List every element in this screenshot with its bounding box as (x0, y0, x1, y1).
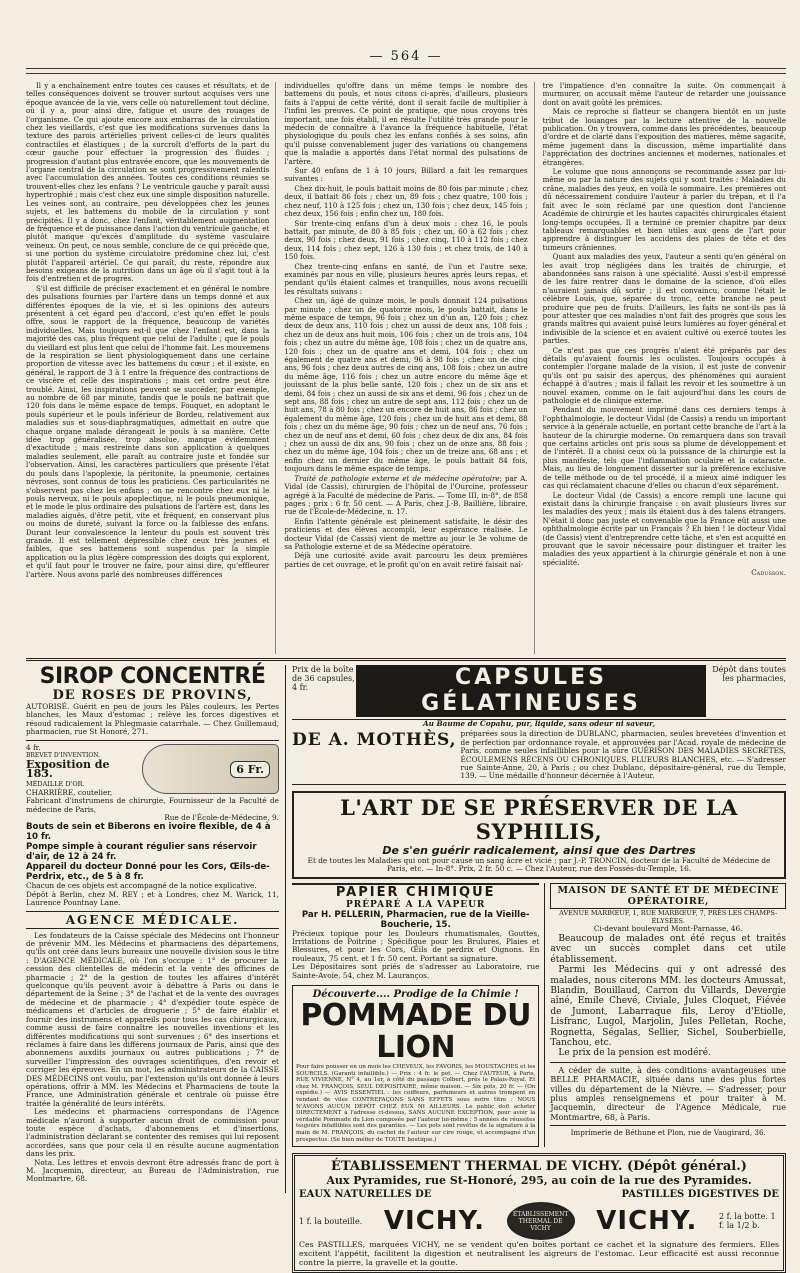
ad-capsules-title: CAPSULES GÉLATINEUSES (356, 665, 706, 717)
papier-sub: PRÉPARÉ A LA VAPEUR (345, 899, 486, 910)
ad-sirop-subtitle: DE ROSES DE PROVINS, (52, 688, 253, 703)
maison-p3: Le prix de la pension est modéré. (558, 1048, 711, 1059)
papier-title: PAPIER CHIMIQUE (292, 883, 539, 900)
paragraph: Quant aux maladies des yeux, l'auteur a senti qu'en général on les avait trop négligées dans les traités de chirurgie, et abandonnées sans raison à une spécialité. Aussi s'est-il empressé de les faire rentrer dans le domaine de la science, d'où elles n'auraient jamais dû sortir ; il est convaincu, comme l'était le célèbre Louis, que, séparée du tronc, cette branche ne peut produire que peu de fruits. D'ailleurs, les faits ne sont-ils pas là pour attester que ces maladies n'ont fait des progrès que sous les grands maîtres qui avaient puisé leurs lumières au foyer général et indivisible de la science et en avaient cultivé ou exercé toutes les parties. (542, 252, 786, 346)
syphilis-title: L'ART DE SE PRÉSERVER DE LA SYPHILIS, (340, 794, 738, 844)
bottle-price-label: 6 Fr. (230, 761, 270, 778)
paragraph: Ce n'est pas que ces progrès n'aient été préparés par des détails qu'avaient fournis les oculistes. Toujours occupés à contempler l'organe malade de la vision, il est juste de convenir qu'ils ont pu saisir des aperçus, des phénomènes qui auraient échappé à d'autres ; mais il fallait les revoir et les soumettre à un nouvel examen, comme on le fait aujourd'hui dans les cours de pathologie et de clinique externe. (542, 345, 786, 406)
ad-vichy (292, 1153, 786, 1273)
vichy-price-right: 2 f. la botte. 1 f. la 1/2 b. (718, 1212, 776, 1231)
vichy-price-left: 1 f. la bouteille. (299, 1216, 363, 1226)
vichy-title: ÉTABLISSEMENT THERMAL DE VICHY. (Dépôt général.) (331, 1159, 747, 1175)
vichy-pastilles-text: Ces PASTILLES, marquées VICHY, ne se vendent qu'en boîtes portant ce cachet et la signature des fermiers. Elles excitent l'appétit, facilitent la digestion et neutralisent les aigreurs de l'estomac. Leur efficacité est aussi reconnue contre la pierre, la gravelle et la goutte. (299, 1240, 779, 1268)
paragraph: Chez dix-huit, le pouls battait moins de 80 fois par minute ; chez deux, il battait 86 fois ; chez un, 89 fois ; chez quatre, 100 fois ; chez neuf, 110 à 125 fois ; chez un, 130 fois ; chez deux, 145 fois ; chez deux, 156 fois ; enfin chez un, 180 fois. (284, 183, 528, 219)
article-column-1 (26, 82, 276, 654)
ad-agence-title: AGENCE MÉDICALE. (26, 911, 279, 929)
ad-pommade (292, 985, 539, 1147)
ad-price: 4 fr. (26, 742, 41, 752)
pharmacie-sale: A céder de suite, à des conditions avantageuses une BELLE PHARMACIE, située dans une des plus fortes villes du département de la Nièvre. — S'adresser, pour plus amples renseignemens et pour traiter à M. Jacquemin, directeur de l'Agence Médicale, rue Montmartre, 68, à Paris. (550, 1065, 786, 1122)
ad-agence-text-2: Les médecins et pharmaciens correspondans de l'Agence médicale n'auront à supporter aucun droit de commission pour toute espèce d'achats, d'abonnemens et d'insertions, l'administration déclarant se contenter des remises qui lui reposent accordées, sans que pour cela il en résulte aucune augmentation dans les prix. (26, 1107, 279, 1159)
papier-text: Précieux topique pour les Douleurs rhumatismales, Gouttes, Irritations de Poitrine ; Spécifique pour les Brulures, Plaies et Blessures, et pour les Cors, Œils de perdrix et Oignons. En rouleaux, 75 cent. et 1 fr. 50 cent. Portant sa signature. (292, 928, 540, 963)
article-column-2 (284, 82, 534, 654)
ad-mothes (292, 730, 786, 784)
paragraph: Le docteur Vidal (de Cassis) a encore rempli une lacune qui existait dans la chirurgie française : on avait plusieurs livres sur les maladies des yeux ; mais ils étaient dus à des talens étrangers. N'était il donc pas juste et convenable que la France eût aussi une ophthalmologie écrite par un Français ? Eh bien ! le docteur Vidal (de Cassis) vient d'entreprendre cette tâche, et s'en est acquitté en prouvant que le savoir nécessaire pour distinguer et traiter les maladies des yeux appartient à la chirurgie générale et non à une spécialité. (542, 490, 786, 567)
ads-right-column (286, 665, 786, 1268)
ad-product-line: Appareil du docteur Donné pour les Cors, Œils-de-Perdrix, etc., de 5 à 8 fr. (26, 862, 270, 883)
paragraph: Chez un, âgé de quinze mois, le pouls donnait 124 pulsations par minute ; chez un de quatorze mois, le pouls battait, dans le même espace de temps, 96 fois ; chez un d'un an, 120 fois ; chez deux de deux ans, 110 fois ; chez un aussi de deux ans, 108 fois ; chez un de deux ans huit mois, 106 fois ; chez un de trois ans, 104 fois ; chez un autre du même âge, 108 fois ; chez un de quatre ans, 120 fois ; chez un de quatre ans et demi, 104 fois ; chez un également de quatre ans et demi, 96 à 98 fois ; chez un de cinq ans, 96 fois ; chez deux autres de cinq ans, 108 fois ; chez un autre du même âge, 116 fois ; chez un autre encore du même âge et jouissant de la plus belle santé, 120 fois ; chez un de six ans et demi, 84 fois ; chez un aussi de six ans et demi, 96 fois ; chez un de sept ans, 88 fois ; chez un autre de sept ans, 112 fois ; chez un de huit ans, 78 à 80 fois ; chez un encore de huit ans, 86 fois ; chez un également du même âge, 120 fois ; chez un de huit ans et demi, 88 fois ; chez un du même âge, 90 fois ; chez un de neuf ans, 76 fois ; chez un de neuf ans et demi, 60 fois ; chez deux de dix ans, 84 fois ; chez un aussi de dix ans, 90 fois ; chez un de onze ans, 88 fois ; chez un du même âge, 104 fois ; chez un de treize ans, 68 ans ; et enfin chez un dernier du même âge, le pouls battait 84 fois, toujours dans le même espace de temps. (284, 296, 528, 474)
ad-syphilis (292, 791, 786, 879)
ad-expo-title: Exposition de 183. (26, 757, 110, 781)
ad-charriere (26, 744, 279, 908)
vichy-seal: ÉTABLISSEMENT THERMAL DE VICHY (507, 1202, 575, 1240)
ad-sirop (26, 665, 279, 737)
book-review-heading (284, 475, 527, 517)
capsules-sub: Au Baume de Copahu, pur, liquide, sans odeur ni saveur, (422, 719, 656, 728)
baby-bottle-illustration (142, 744, 279, 794)
papier-depot: Les Dépositaires sont priés de s'adresser au Laboratoire, rue Sainte-Avoie, 54, chez M. Lauranços. (292, 962, 540, 980)
paragraph: Déjà une curiosité avide avait parcouru les deux premières parties de cet ouvrage, et le profit qu'on en avait retiré faisait naî- (284, 551, 528, 569)
paragraph: tre l'impatience d'en connaître la suite. On commençait à murmurer, on accusait même l'auteur de retarder une jouissance dont on avait goûté les prémices. (542, 81, 786, 107)
header-rule (26, 68, 786, 74)
ads-mid-row (292, 883, 786, 1148)
ad-sirop-title: SIROP CONCENTRÉ (39, 664, 266, 689)
ads-left-column (26, 665, 286, 1193)
book-title: Traité de pathologie externe et de médecine opératoire (294, 473, 500, 483)
pommade-tagline: Découverte.... Prodige de la Chimie ! (312, 989, 519, 1001)
paragraph: Il y a enchaînement entre toutes ces causes et résultats, et de telles conséquences doivent se trouver surtout acquises vers une époque avancée de la vie, vers celle où naturellement tout décline, où il y a, pour ainsi dire, fatigue et usure des rouages de l'organisme. Ce qui ajoute encore aux embarras de la circulation chez les vieillards, c'est que les modifications survenues dans la texture des parois artérielles privent celles-ci de leurs qualités contractiles et élastiques ; de la surcroît d'efforts de la part du cœur gauche pour effectuer la progression des fluides ; progression d'autant plus entravée encore, que les mouvements de l'organe central de la circulation se sont progressivement ralentis avec l'accumulation des années. Toutes ces conditions réunies se trouvent-elles chez les enfans ? Le ventricule gauche y paraît aussi hypertrophié ; mais c'est chez eux une simple disposition naturelle. Les veines sont, au contraire, peu développées chez les jeunes sujets, et les battemens du mobile de la circulation y sont précipités. Il y a donc, chez l'enfant, véritablement augmentation de fréquence et de puissance dans l'action du ventricule gauche, et plutôt manque qu'excès d'amplitude du système vasculaire veineux. On peut, ce nous semble, conclure de ce qui précède que, si une portion du système circulatoire prédomine chez lui, c'est plutôt l'appareil artériel. Ce qui paraît, du reste, répondre aux besoins exigeans de la nutrition dans un âge où il s'agit tout à la fois d'entretien et de progrès. (26, 81, 270, 284)
book-details: ; par A. Vidal (de Cassis), chirurgien de l'hôpital de l'Ourcine, professeur agrégé à la Faculté de médecine de Paris. — Tome III, in-8°, de 858 pages ; prix : 6 fr. 50 cent. — A Paris, chez J.-B. Baillière, libraire, rue de l'École-de-Médecine, n. 17. (284, 473, 528, 517)
paragraph: Sur 40 enfans de 1 à 10 jours, Billard a fait les remarques suivantes : (284, 166, 528, 184)
ad-agence-text: Les fondateurs de la Caisse spéciale des Médecins ont l'honneur de prévenir MM. les Médecins et pharmaciens des départemens, qu'ils ont créé dans leurs bureaux une nouvelle division sous le titre : D'AGENCE MÉDICALE, où l'on s'occupe : 1° de procurer la cession des clientelles de médecin et la vente des officines de pharmacie ; 2° de la gestion de toutes les affaires d'intérêt quelconque qu'ils peuvent avoir à débattre à Paris ou dans le département de la Seine ; 3° de l'achat et de la vente des ouvrages de médecine et de pharmacie ; 4° d'expédier toute espèce de médicamens et d'articles de droguerie ; 5° de faire établir et fournir des instrumens et appareils pour tous les cas chirurgicaux, comme aussi de faire connaître les nouvelles inventions et les différentes modifications qui sont survenues ; 6° des insertions et réclames à faire dans les différens journaux de Paris, ainsi que des abonnemens auxdits journaux ou autres publications ; 7° de surveiller l'impression des ouvrages scientifiques, d'en revoir et corriger les épreuves. En un mot, les administrateurs de la CAISSE DES MÉDECINS ont voulu, par l'extension qu'ils ont donnée à leurs opérations, offrir à MM. les Médecins et Pharmaciens de toute la France, une Administration générale et centrale où puisse être traitée la généralité de leurs intérêts. (26, 930, 279, 1108)
divider (26, 740, 279, 741)
paragraph: S'il est difficile de préciser exactement et en général le nombre des pulsations fournies par l'artère dans un temps donné et aux différentes époques de la vie, et si les opinions des auteurs présentent à cet égard peu d'accord, c'est qu'en effet le pouls offre, sous le rapport de la fréquence, beaucoup de variétés individuelles. Mais toujours est-il que chez l'enfant est, dans la majorité des cas, plus fréquent que celui de l'adulte ; que le pouls du vieillard est plus lent que celui de l'homme fait. Les mouvemens de la respiration se lient physiologiquement dans une certaine proportion de vitesse avec les battemens du cœur ; et il existe, en général, le rapport de 3 à 1 entre la fréquence des contractions de ce viscère et celle des inspirations ; mais cet ordre peut être troublé. Ainsi, les inspirations peuvent se succéder, par exemple, au nombre de 68 par minute, tandis que le pouls ne battrait que 120 fois dans le même espace de temps. Fouquet, en adoptant le pouls supérieur et le pouls inférieur de Bordeu, relativement aux maladies sus et sous-diaphragmatiques, admettait en outre que chaque organe malade dérangeait le pouls à sa manière. Cette idée trop généralisée, trop absolue, manque évidemment d'exactitude ; mais restreinte dans son application à quelques maladies seulement, elle paraît au contraire juste et fondée sur l'observation. Ainsi, les caractères particuliers que présente l'état du pouls dans l'apoplexie, la péritonite, la pneumonie, certaines névroses, sont connus de tous les praticiens. Ces particularités ne s'observent pas chez les enfans ; on ne rencontre chez eux ni le pouls nerveux, ni le pouls apoplectique, ni le pouls pneumonique, et le mode le plus ordinaire des pulsations de l'artère est, dans les maladies aiguës, d'être petit, vite et fréquent, en conservant plus ou moins de dureté, suivant la force ou la faiblesse des enfans. Durant leur convalescence la lenteur du pouls est souvent très grande. Il est tellement dépressible chez ceux très jeunes et faibles, que ses battemens sont suspendus par la simple application ou la plus légère compression des doigts qui explorent, et qu'il faut pour le trouver ne faire, pour ainsi dire, qu'effleurer l'artère. Nous avons parlé des nombreuses différences (26, 283, 270, 579)
paragraph: Mais ce reproche si flatteur se changera bientôt en un juste tribut de louanges par la lecture attentive de la nouvelle publication. On y trouvera, comme dans les précédentes, beaucoup d'ordre et de clarté dans l'exposition des matières, même sagacité, même jugement dans la discussion, même impartialité dans l'appréciation des doctrines anciennes et modernes, nationales et étrangères. (542, 107, 786, 167)
vichy-word-right: VICHY. (596, 1206, 698, 1237)
maison-address: AVENUE MARBŒUF, 1, RUE MARBŒUF, 7, PRÈS LES CHAMPS-ÉLYSÉES. (559, 908, 778, 926)
capsules-depot: Dépôt dans toutes les pharmacies, (712, 665, 786, 683)
vichy-right-label: PASTILLES DIGESTIVES DE (621, 1189, 779, 1201)
ad-agence-note: Nota. Les lettres et envois devront être adressés franc de port à M. Jacquemin, directeur, au Bureau de l'Administration, rue Montmartre, 68. (26, 1157, 279, 1184)
pommade-title: POMMADE DU LION (300, 998, 531, 1066)
papier-by: Par H. PELLERIN, Pharmacien, rue de la Vieille-Boucherie, 15. (301, 909, 530, 930)
ad-product-line: Pompe simple à courant régulier sans réservoir d'air, de 12 à 24 fr. (26, 842, 257, 863)
vichy-address: Aux Pyramides, rue St-Honoré, 295, au coin de la rue des Pyramides. (326, 1174, 752, 1188)
ad-capsules-header (292, 665, 786, 720)
maison-p1: Beaucoup de malades ont été reçus et traités avec un succès complet dans cet utile établissement. (550, 933, 786, 965)
page-number: — 564 — (369, 49, 443, 64)
capsules-price: Prix de la boîte de 36 capsules, 4 fr. (292, 665, 355, 692)
ad-product-line: Bouts de sein et Biberons en ivoire flexible, de 4 à 10 fr. (26, 822, 271, 843)
maison-previous: Ci-devant boulevard Mont-Parnasse, 46. (593, 924, 743, 934)
syphilis-text: Et de toutes les Maladies qui ont pour cause un sang âcre et vicié ; par J.-P. TRONCIN, docteur de la Faculté de Médecine de Paris, etc. — In-8°. Prix, 2 fr. 50 c. — Chez l'Auteur, rue des Fossés-du-Temple, 16. (307, 855, 771, 874)
maison-p2: Parmi les Médecins qui y ont adressé des malades, nous citerons MM. les docteurs Amussat, Blandin, Bouillaud, Carron du Villards, Devergie aîné, Emile Chevé, Civiale, Jules Cloquet, Fiévée de Jumont, Labarraque fils, Leroy d'Etiolle, Lisfranc, Lugol, Marjolin, Jules Pelletan, Roche, Rognetta, Ségalas, Sellier, Sichel, Souberbielle, Tanchou, etc. (550, 965, 786, 1048)
ad-sirop-text: AUTORISÉ. Guérit en peu de jours les Pâles couleurs, les Pertes blanches, les Maux d'estomac ; relève les forces digestives et résoud radicalement la Phlegmasie catarrhale. — Chez Guillemaud, pharmacien, rue St Honoré, 271. (26, 702, 279, 737)
paragraph: Pendant du mouvement imprimé dans ces derniers temps à l'ophthalmologie, le docteur Vidal (de Cassis) a rendu un important service à la générale actuelle, en portant cette branche de l'art à la hauteur de la chirurgie moderne. On remarquera dans son travail que certains articles ont pris sous sa plume de développement et de l'intérêt. Il a choisi ceux où la puissance de la chirurgie est la plus manifeste, tels que l'inflammation oculaire et la cataracte. Mais, au lieu de longuement disserter sur la préférence exclusive de telle méthode ou de tel procédé, il a mieux aimé indiquer les cas qui réclamaient chacune d'elles ou chacun d'eux séparément. (542, 405, 786, 491)
ad-maker-name: CHARRIÈRE, coutelier, (26, 787, 113, 797)
maison-title: MAISON DE SANTÉ ET DE MÉDECINE OPÉRATOIRE, (550, 883, 786, 909)
medal-label: MÉDAILLE D'OR. (26, 780, 85, 788)
paragraph: individuelles qu'offre dans un même temps le nombre des battemens du pouls, et nous citons ci-après, d'ailleurs, plusieurs faits à l'appui de cette vérité, dont il serait facile de multiplier à l'infini les preuves. Ce point de pratique, que nous croyons très important, une fois établi, il en résulte l'utilité très grande pour le médecin de connaître à l'avance la fréquence habituelle, l'état physiologique du pouls chez les enfans confiés à ses soins, afin qu'il puisse convenablement juger des variations ou changemens que la maladie a apportés dans l'état normal des pulsations de l'artère. (284, 81, 528, 166)
ad-depot: Dépôt à Berlin, chez M. REY ; et à Londres, chez M. Warick, 11, Laurence Pountnay Lane. (26, 889, 279, 908)
pommade-text: Pour faire pousser en un mois les CHEVEUX, les FAVORIS, les MOUSTACHES et les SOURCILS. (Garanti infaillible.) — Prix : 4 fr. le pot. — Chez l'AUTEUR, à Paris, RUE VIVIENNE, N° 4, au 1er, à côté du passage Colbert, près le Palais-Royal. Et chez M. FRANÇOIS, SEUL DÉPOSITAIRE, même maison. — Six pots, 20 fr. — (On expédie.) — AVIS ESSENTIEL : les coiffeurs, parfumeurs et autres trompent en vendant de viles CONTREFAÇONS SANS EFFETS sous notre titre : NOUS N'AVONS AUCUN DÉPÔT CHEZ EUX NI AILLEURS. Le public doit acheter DIRECTEMENT à l'adresse ci-dessus, SANS AUCUNE EXCEPTION, pour avoir la véritable Pommade du Lion composée par l'auteur lui-même ; 5 années de réussites toujours infaillibles sont des garanties. — Les pots sont revêtus de la signature à la main de M. FRANÇOIS, du cachet de l'auteur sur cire rouge, et accompagné d'un prospectus. (Se bien méfier de TOUTE boutique.) (296, 1064, 536, 1143)
mothes-text: préparées sous la direction de DUBLANC, pharmacien, seules brevetées d'invention et de perfection par ordonnance royale, et approuvées par l'Acad. royale de médecine de Paris, comme seules infaillibles pour la sûre GUÉRISON DES MALADIES SECRÈTES, ÉCOULEMENS RÉCENS OU CHRONIQUES, FLUEURS BLANCHES, etc. — S'adresser rue Sainte-Anne, 20, à Paris ; ou chez Dublanc, dépositaire-général, rue du Temple, 139. — Une médaille d'honneur décernée à l'Auteur. (460, 729, 786, 781)
ad-maker-address: Rue de l'École-de-Médecine, 9. (164, 813, 279, 822)
ad-product-note: Chacun de ces objets est accompagné de la notice explicative. (26, 881, 257, 891)
author-signature: Cadusson. (751, 568, 786, 578)
article-column-3 (543, 82, 786, 654)
printer-line: Imprimerie de Béthune et Plon, rue de Vaugirard, 36. (550, 1125, 786, 1137)
divider (550, 1062, 786, 1063)
vichy-left-label: EAUX NATURELLES DE (299, 1189, 432, 1201)
mothes-name: DE A. MOTHÈS, (292, 730, 457, 751)
vichy-word-left: VICHY. (383, 1206, 485, 1237)
paragraph: Chez trente-cinq enfans en santé, de l'un et l'autre sexe, examinés par nous en ville, plusieurs heures après leurs repas, et pendant qu'ils étaient calmes et tranquilles, nous avons recueilli les résultats suivans : (284, 261, 528, 296)
paragraph: Sur trente-cinq enfans d'un à deux mois : chez 16, le pouls battait, par minute, de 80 à 85 fois ; chez un, 60 à 62 fois ; chez deux, 90 fois ; chez deux, 91 fois ; chez cinq, 110 à 112 fois ; chez deux, 114 fois ; chez sept, 126 à 130 fois ; et chez trois, de 140 à 150 fois. (284, 218, 528, 262)
paragraph: Le volume que nous annonçons se recommande assez par lui-même ou par la nature des sujets qui y sont traités : Maladies du crâne, maladies des yeux, en voilà le sommaire. Les premières ont dû nécessairement conduire l'auteur à parler du trépan, et il l'a fait avec le soin réclamé par une question dont l'ancienne Académie de chirurgie et les hautes capacités chirurgicales étaient long-temps occupées. Il a terminé ce premier chapitre par deux tableaux remarquables et bien utiles aux gens de l'art pour apprendre à distinguer les accidens des plaies de tête et des tumeurs crâniennes. (542, 167, 786, 252)
ad-maker-desc: Fabricant d'instrumens de chirurgie, Fournisseur de la Faculté de médecine de Paris, (26, 796, 279, 814)
ads-separator (26, 658, 786, 661)
article-columns (26, 82, 786, 654)
advertisements (26, 664, 786, 1268)
syphilis-sub: De s'en guérir radicalement, ainsi que des Dartres (382, 843, 696, 857)
paragraph: Enfin l'attente générale est pleinement satisfaite, le désir des praticiens et des élèves accompli, leur espérance réalisée. Le docteur Vidal (de Cassis) vient de mettre au jour le 3e volume de sa Pathologie externe et de sa Médecine opératoire. (284, 516, 528, 551)
brevet-label: BREVET D'INVENTION. (26, 752, 101, 760)
